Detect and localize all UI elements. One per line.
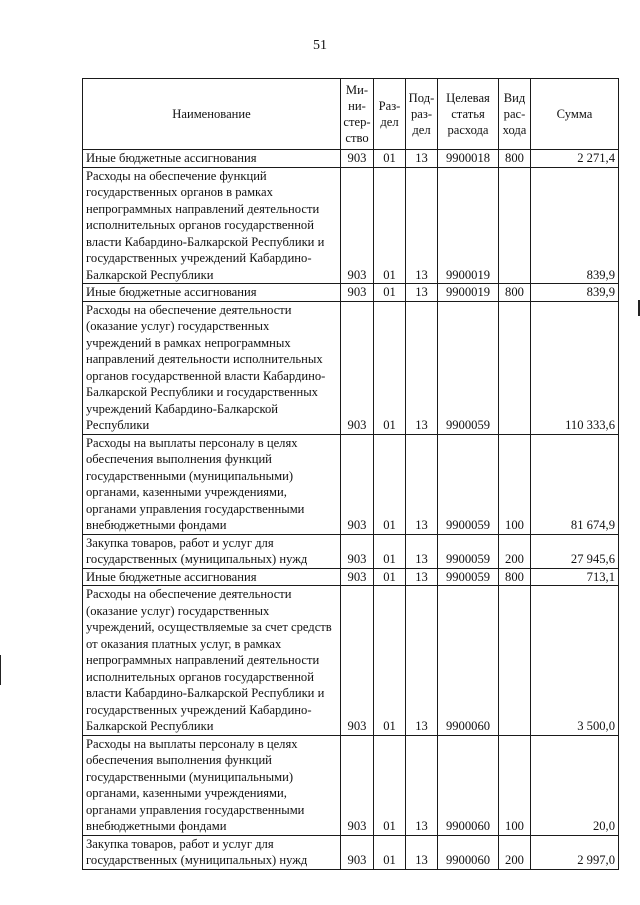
row-type — [499, 301, 531, 434]
table-header-row — [83, 79, 619, 150]
row-amount: 839,9 — [531, 167, 619, 284]
row-ministry: 903 — [341, 284, 374, 302]
table-row — [83, 534, 619, 568]
header-name: Наименование — [83, 79, 341, 150]
row-ministry: 903 — [341, 534, 374, 568]
row-target: 9900018 — [438, 150, 499, 168]
row-amount: 2 271,4 — [531, 150, 619, 168]
row-subsection: 13 — [406, 735, 438, 835]
table-row — [83, 835, 619, 869]
row-amount: 110 333,6 — [531, 301, 619, 434]
scan-edge-mark — [0, 655, 1, 685]
table-row — [83, 434, 619, 534]
header-target-article-text: Целевая статья расхода — [446, 91, 490, 137]
row-amount: 3 500,0 — [531, 586, 619, 736]
row-target: 9900059 — [438, 301, 499, 434]
row-type — [499, 167, 531, 284]
row-target: 9900059 — [438, 568, 499, 586]
row-ministry: 903 — [341, 167, 374, 284]
row-amount: 81 674,9 — [531, 434, 619, 534]
header-ministry-text: Ми- ни- стер- ство — [343, 83, 371, 145]
row-amount: 27 945,6 — [531, 534, 619, 568]
row-subsection: 13 — [406, 301, 438, 434]
row-amount: 20,0 — [531, 735, 619, 835]
row-amount: 713,1 — [531, 568, 619, 586]
row-target: 9900059 — [438, 534, 499, 568]
row-name: Иные бюджетные ассигнования — [83, 284, 341, 302]
table-row — [83, 568, 619, 586]
header-amount: Сумма — [531, 79, 619, 150]
row-ministry: 903 — [341, 586, 374, 736]
row-type: 800 — [499, 568, 531, 586]
row-name: Расходы на обеспечение деятельности (оказание услуг) государственных учреждений, осуществляемые за счет средств от оказания платных услуг, в рамках непрограммных направлений деятельности исполнительных органов государственной власти Кабардино-Балкарской Республики и государственных учреждений Кабардино-Балкарской Республики — [83, 586, 341, 736]
row-type: 100 — [499, 434, 531, 534]
row-ministry: 903 — [341, 301, 374, 434]
row-target: 9900060 — [438, 586, 499, 736]
row-ministry: 903 — [341, 735, 374, 835]
row-amount: 839,9 — [531, 284, 619, 302]
row-name: Иные бюджетные ассигнования — [83, 150, 341, 168]
header-expense-type — [499, 79, 531, 150]
row-section: 01 — [374, 434, 406, 534]
table-row — [83, 150, 619, 168]
row-name: Закупка товаров, работ и услуг для государственных (муниципальных) нужд — [83, 835, 341, 869]
row-type: 800 — [499, 284, 531, 302]
table-row — [83, 284, 619, 302]
row-name: Расходы на обеспечение функций государственных органов в рамках непрограммных направлений деятельности исполнительных органов государственной власти Кабардино-Балкарской Республики и государственных учреждений Кабардино-Балкарской Республики — [83, 167, 341, 284]
row-target: 9900060 — [438, 735, 499, 835]
row-name: Иные бюджетные ассигнования — [83, 568, 341, 586]
row-target: 9900060 — [438, 835, 499, 869]
row-section: 01 — [374, 568, 406, 586]
table-row — [83, 167, 619, 284]
row-type: 200 — [499, 534, 531, 568]
page-number: 51 — [313, 38, 327, 53]
header-subsection — [406, 79, 438, 150]
row-name: Расходы на обеспечение деятельности (оказание услуг) государственных учреждений в рамках непрограммных направлений деятельности исполнительных органов государственной власти Кабардино-Балкарской Республики и государственных учреждений Кабардино-Балкарской Республики — [83, 301, 341, 434]
row-type: 200 — [499, 835, 531, 869]
row-section: 01 — [374, 735, 406, 835]
row-ministry: 903 — [341, 835, 374, 869]
row-section: 01 — [374, 534, 406, 568]
row-target: 9900019 — [438, 284, 499, 302]
row-type: 800 — [499, 150, 531, 168]
table-row — [83, 586, 619, 736]
header-section-text: Раз- дел — [378, 99, 401, 129]
row-subsection: 13 — [406, 150, 438, 168]
row-type — [499, 586, 531, 736]
row-section: 01 — [374, 586, 406, 736]
row-type: 100 — [499, 735, 531, 835]
row-section: 01 — [374, 167, 406, 284]
row-section: 01 — [374, 284, 406, 302]
row-name: Расходы на выплаты персоналу в целях обеспечения выполнения функций государственными (муниципальными) органами, казенными учреждениями, органами управления государственными внебюджетными фондами — [83, 735, 341, 835]
row-ministry: 903 — [341, 568, 374, 586]
table-row — [83, 301, 619, 434]
table-row — [83, 735, 619, 835]
header-subsection-text: Под- раз- дел — [408, 91, 435, 137]
row-subsection: 13 — [406, 586, 438, 736]
row-subsection: 13 — [406, 167, 438, 284]
header-section — [374, 79, 406, 150]
row-subsection: 13 — [406, 434, 438, 534]
row-section: 01 — [374, 301, 406, 434]
header-expense-type-text: Вид рас- хода — [502, 91, 527, 137]
row-section: 01 — [374, 835, 406, 869]
row-subsection: 13 — [406, 568, 438, 586]
row-ministry: 903 — [341, 150, 374, 168]
row-subsection: 13 — [406, 835, 438, 869]
budget-table — [82, 78, 619, 870]
row-subsection: 13 — [406, 534, 438, 568]
row-name: Расходы на выплаты персоналу в целях обеспечения выполнения функций государственными (муниципальными) органами, казенными учреждениями, органами управления государственными внебюджетными фондами — [83, 434, 341, 534]
row-section: 01 — [374, 150, 406, 168]
header-ministry — [341, 79, 374, 150]
row-ministry: 903 — [341, 434, 374, 534]
row-name: Закупка товаров, работ и услуг для государственных (муниципальных) нужд — [83, 534, 341, 568]
row-subsection: 13 — [406, 284, 438, 302]
header-target-article — [438, 79, 499, 150]
row-target: 9900059 — [438, 434, 499, 534]
row-target: 9900019 — [438, 167, 499, 284]
row-amount: 2 997,0 — [531, 835, 619, 869]
